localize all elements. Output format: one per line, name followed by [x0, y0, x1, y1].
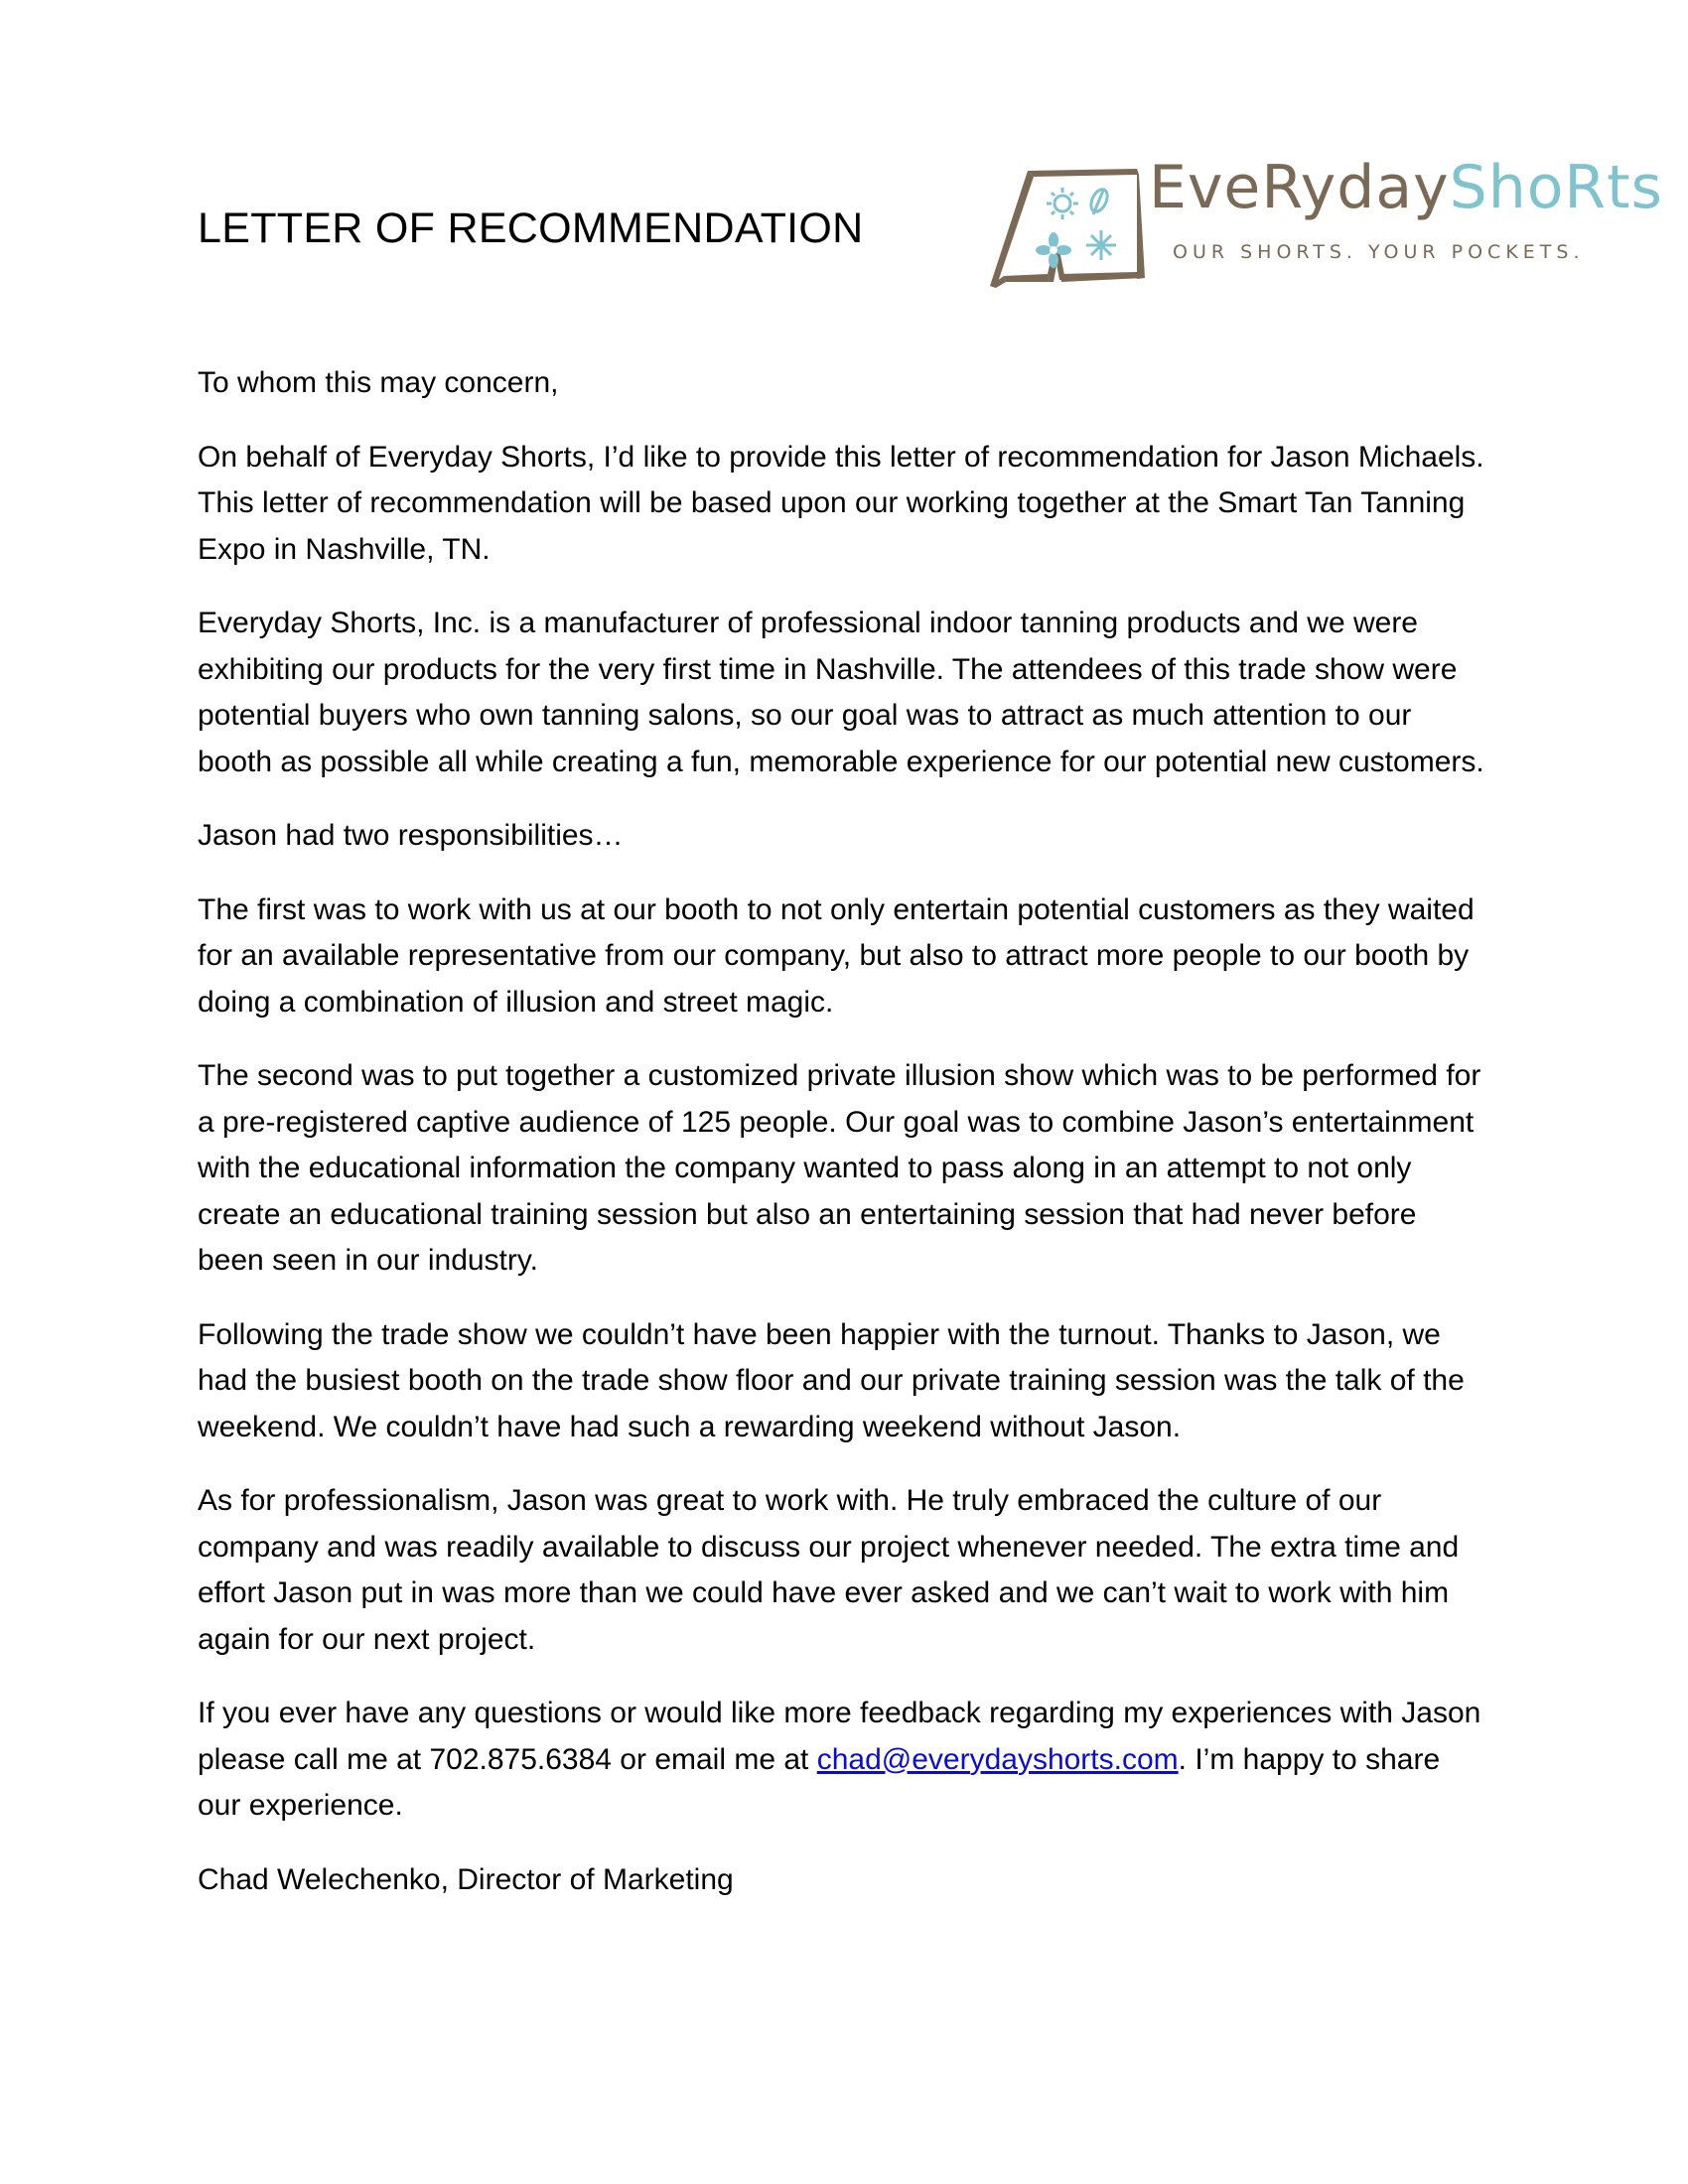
signature: Chad Welechenko, Director of Marketing — [198, 1862, 734, 1896]
paragraph-responsibilities: Jason had two responsibilities… — [198, 819, 624, 852]
contact-text-after: . I’m happy to share our experience. — [198, 1742, 1441, 1822]
page-title: LETTER OF RECOMMENDATION — [198, 205, 864, 252]
letter-body — [198, 360, 1488, 1931]
logo-wordmark-shorts: ShoRts — [1449, 153, 1663, 222]
paragraph-results: Following the trade show we couldn’t have been happier with the turnout. Thanks to Jason, we had the busiest booth on the trade show floor and our private training session was the talk of the weekend. We couldn’t have had such a rewarding weekend without Jason. — [198, 1317, 1465, 1443]
salutation: To whom this may concern, — [198, 366, 559, 399]
paragraph-contact — [198, 1691, 1488, 1830]
everyday-shorts-logo — [988, 149, 1663, 298]
paragraph-second-responsibility: The second was to put together a customized private illusion show which was to be performed for a pre-registered captive audience of 125 people. Our goal was to combine Jason’s entertainment with the educational information the company wanted to pass along in an attempt to not only create an educational training session but also an entertaining session that had never before been seen in our industry. — [198, 1059, 1481, 1277]
logo-emblem-icon — [988, 149, 1157, 298]
email-link[interactable]: chad@everydayshorts.com — [816, 1742, 1179, 1776]
logo-tagline: OUR SHORTS. YOUR POCKETS. — [1173, 241, 1585, 263]
logo-wordmark-everyday: EveRyday — [1149, 153, 1450, 222]
paragraph-first-responsibility: The first was to work with us at our booth to not only entertain potential customers as they waited for an available representative from our company, but also to attract more people to our booth by doing a combination of illusion and street magic. — [198, 892, 1475, 1019]
contact-text-before: If you ever have any questions or would like more feedback regarding my experiences with Jason please call me at 702.875.6384 or email me at — [198, 1697, 1481, 1776]
paragraph-professionalism: As for professionalism, Jason was great to work with. He truly embraced the culture of our company and was readily available to discuss our project whenever needed. The extra time and effort Jason put in was more than we could have ever asked and we can’t wait to work with him again for our next project. — [198, 1484, 1460, 1656]
paragraph-company: Everyday Shorts, Inc. is a manufacturer of professional indoor tanning products and we were exhibiting our products for the very first time in Nashville. The attendees of this trade show were potential buyers who own tanning salons, so our goal was to attract as much attention to our booth as possible all while creating a fun, memorable experience for our potential new customers. — [198, 607, 1484, 778]
paragraph-intro: On behalf of Everyday Shorts, I’d like to provide this letter of recommendation for Jason Michaels. This letter of recommendation will be based upon our working together at the Smart Tan Tanning Expo in Nashville, TN. — [198, 440, 1484, 566]
logo-wordmark — [1149, 153, 1663, 222]
